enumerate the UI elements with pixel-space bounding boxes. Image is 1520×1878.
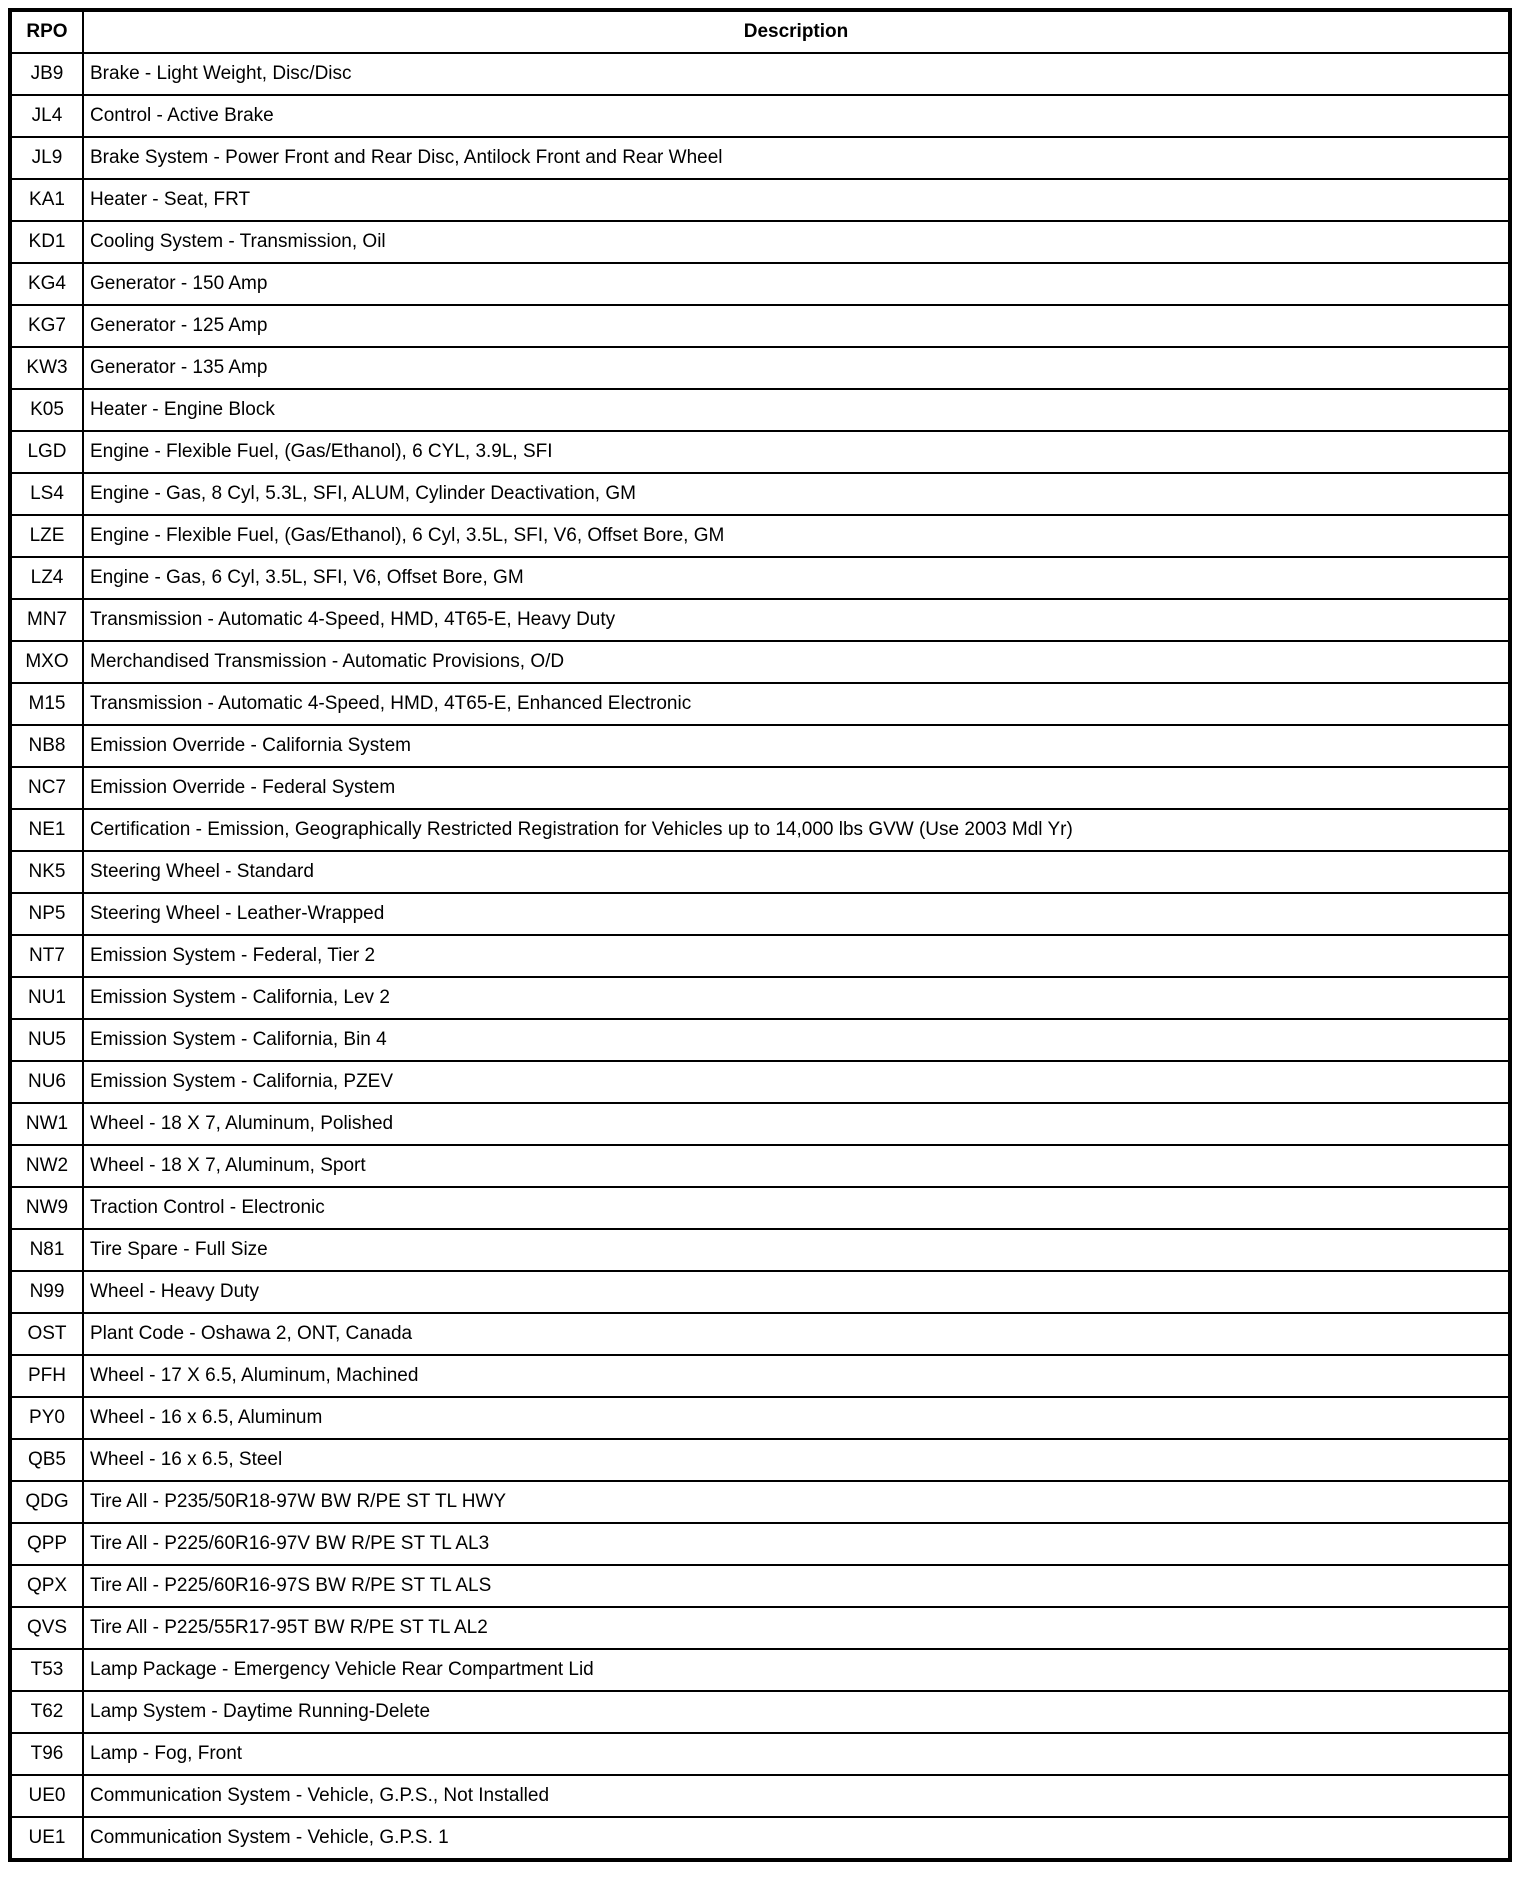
table-row: [10, 977, 1510, 1019]
description-cell: Wheel - 18 X 7, Aluminum, Polished: [83, 1103, 1510, 1145]
rpo-code-cell: QPX: [10, 1565, 83, 1607]
table-row: [10, 1523, 1510, 1565]
description-cell: Tire Spare - Full Size: [83, 1229, 1510, 1271]
description-cell: Lamp System - Daytime Running-Delete: [83, 1691, 1510, 1733]
rpo-code-cell: N81: [10, 1229, 83, 1271]
description-cell: Tire All - P235/50R18-97W BW R/PE ST TL HWY: [83, 1481, 1510, 1523]
table-row: [10, 179, 1510, 221]
table-row: [10, 1061, 1510, 1103]
rpo-code-cell: N99: [10, 1271, 83, 1313]
description-cell: Emission System - Federal, Tier 2: [83, 935, 1510, 977]
description-cell: Tire All - P225/60R16-97S BW R/PE ST TL ALS: [83, 1565, 1510, 1607]
description-cell: Heater - Engine Block: [83, 389, 1510, 431]
description-cell: Wheel - 16 x 6.5, Aluminum: [83, 1397, 1510, 1439]
description-cell: Emission System - California, Bin 4: [83, 1019, 1510, 1061]
rpo-code-cell: T62: [10, 1691, 83, 1733]
description-cell: Wheel - 16 x 6.5, Steel: [83, 1439, 1510, 1481]
description-column-header: Description: [83, 10, 1510, 53]
table-row: [10, 221, 1510, 263]
table-row: [10, 515, 1510, 557]
table-row: [10, 725, 1510, 767]
description-cell: Tire All - P225/55R17-95T BW R/PE ST TL AL2: [83, 1607, 1510, 1649]
table-row: [10, 641, 1510, 683]
rpo-code-cell: LZE: [10, 515, 83, 557]
table-row: [10, 137, 1510, 179]
table-row: [10, 1439, 1510, 1481]
description-cell: Emission Override - California System: [83, 725, 1510, 767]
description-cell: Wheel - 18 X 7, Aluminum, Sport: [83, 1145, 1510, 1187]
table-row: [10, 599, 1510, 641]
rpo-code-cell: NB8: [10, 725, 83, 767]
description-cell: Plant Code - Oshawa 2, ONT, Canada: [83, 1313, 1510, 1355]
table-row: [10, 1019, 1510, 1061]
table-row: [10, 557, 1510, 599]
rpo-code-cell: NW9: [10, 1187, 83, 1229]
rpo-code-cell: UE1: [10, 1817, 83, 1860]
table-row: [10, 53, 1510, 95]
rpo-code-cell: K05: [10, 389, 83, 431]
table-row: [10, 1271, 1510, 1313]
rpo-code-cell: LZ4: [10, 557, 83, 599]
rpo-code-cell: JL9: [10, 137, 83, 179]
table-row: [10, 1607, 1510, 1649]
description-cell: Control - Active Brake: [83, 95, 1510, 137]
rpo-code-cell: KG4: [10, 263, 83, 305]
rpo-code-cell: JL4: [10, 95, 83, 137]
rpo-code-cell: QPP: [10, 1523, 83, 1565]
description-cell: Steering Wheel - Leather-Wrapped: [83, 893, 1510, 935]
description-cell: Heater - Seat, FRT: [83, 179, 1510, 221]
description-cell: Communication System - Vehicle, G.P.S. 1: [83, 1817, 1510, 1860]
rpo-code-cell: T96: [10, 1733, 83, 1775]
table-row: [10, 1775, 1510, 1817]
rpo-code-cell: KA1: [10, 179, 83, 221]
rpo-code-cell: KW3: [10, 347, 83, 389]
table-row: [10, 305, 1510, 347]
rpo-code-cell: MN7: [10, 599, 83, 641]
description-cell: Steering Wheel - Standard: [83, 851, 1510, 893]
table-row: [10, 935, 1510, 977]
rpo-code-cell: NP5: [10, 893, 83, 935]
table-row: [10, 809, 1510, 851]
rpo-code-cell: NC7: [10, 767, 83, 809]
table-row: [10, 1229, 1510, 1271]
rpo-code-table: [8, 8, 1512, 1862]
rpo-code-cell: QDG: [10, 1481, 83, 1523]
description-cell: Engine - Gas, 8 Cyl, 5.3L, SFI, ALUM, Cylinder Deactivation, GM: [83, 473, 1510, 515]
description-cell: Brake - Light Weight, Disc/Disc: [83, 53, 1510, 95]
rpo-code-cell: T53: [10, 1649, 83, 1691]
rpo-code-cell: NU5: [10, 1019, 83, 1061]
description-cell: Transmission - Automatic 4-Speed, HMD, 4T65-E, Heavy Duty: [83, 599, 1510, 641]
rpo-column-header: RPO: [10, 10, 83, 53]
table-row: [10, 347, 1510, 389]
rpo-table-header: [10, 10, 1510, 53]
rpo-code-cell: PFH: [10, 1355, 83, 1397]
description-cell: Wheel - Heavy Duty: [83, 1271, 1510, 1313]
table-row: [10, 1565, 1510, 1607]
rpo-code-cell: NW1: [10, 1103, 83, 1145]
table-row: [10, 1733, 1510, 1775]
table-row: [10, 1145, 1510, 1187]
rpo-code-cell: KG7: [10, 305, 83, 347]
rpo-code-cell: UE0: [10, 1775, 83, 1817]
table-row: [10, 1481, 1510, 1523]
description-cell: Engine - Flexible Fuel, (Gas/Ethanol), 6 CYL, 3.9L, SFI: [83, 431, 1510, 473]
description-cell: Emission Override - Federal System: [83, 767, 1510, 809]
header-row: [10, 10, 1510, 53]
description-cell: Generator - 135 Amp: [83, 347, 1510, 389]
description-cell: Engine - Flexible Fuel, (Gas/Ethanol), 6 Cyl, 3.5L, SFI, V6, Offset Bore, GM: [83, 515, 1510, 557]
description-cell: Brake System - Power Front and Rear Disc, Antilock Front and Rear Wheel: [83, 137, 1510, 179]
table-row: [10, 473, 1510, 515]
rpo-code-cell: M15: [10, 683, 83, 725]
description-cell: Communication System - Vehicle, G.P.S., Not Installed: [83, 1775, 1510, 1817]
rpo-code-cell: LS4: [10, 473, 83, 515]
table-row: [10, 1691, 1510, 1733]
rpo-code-cell: KD1: [10, 221, 83, 263]
description-cell: Lamp Package - Emergency Vehicle Rear Compartment Lid: [83, 1649, 1510, 1691]
rpo-table-body: [10, 53, 1510, 1860]
rpo-code-cell: NU6: [10, 1061, 83, 1103]
rpo-code-cell: QB5: [10, 1439, 83, 1481]
table-row: [10, 1397, 1510, 1439]
description-cell: Emission System - California, PZEV: [83, 1061, 1510, 1103]
rpo-code-cell: MXO: [10, 641, 83, 683]
table-row: [10, 95, 1510, 137]
description-cell: Lamp - Fog, Front: [83, 1733, 1510, 1775]
rpo-code-cell: LGD: [10, 431, 83, 473]
table-row: [10, 1355, 1510, 1397]
description-cell: Merchandised Transmission - Automatic Provisions, O/D: [83, 641, 1510, 683]
table-row: [10, 1103, 1510, 1145]
table-row: [10, 263, 1510, 305]
rpo-code-cell: NE1: [10, 809, 83, 851]
rpo-code-cell: PY0: [10, 1397, 83, 1439]
description-cell: Wheel - 17 X 6.5, Aluminum, Machined: [83, 1355, 1510, 1397]
description-cell: Tire All - P225/60R16-97V BW R/PE ST TL AL3: [83, 1523, 1510, 1565]
table-row: [10, 431, 1510, 473]
rpo-code-cell: NT7: [10, 935, 83, 977]
rpo-code-cell: NK5: [10, 851, 83, 893]
table-row: [10, 1187, 1510, 1229]
rpo-code-cell: QVS: [10, 1607, 83, 1649]
description-cell: Certification - Emission, Geographically Restricted Registration for Vehicles up to 14,000 lbs GVW (Use 2003 Mdl Yr): [83, 809, 1510, 851]
rpo-code-cell: OST: [10, 1313, 83, 1355]
description-cell: Generator - 125 Amp: [83, 305, 1510, 347]
table-row: [10, 1649, 1510, 1691]
description-cell: Traction Control - Electronic: [83, 1187, 1510, 1229]
rpo-code-cell: JB9: [10, 53, 83, 95]
description-cell: Emission System - California, Lev 2: [83, 977, 1510, 1019]
table-row: [10, 767, 1510, 809]
rpo-code-cell: NU1: [10, 977, 83, 1019]
table-row: [10, 1313, 1510, 1355]
table-row: [10, 1817, 1510, 1860]
description-cell: Engine - Gas, 6 Cyl, 3.5L, SFI, V6, Offset Bore, GM: [83, 557, 1510, 599]
description-cell: Cooling System - Transmission, Oil: [83, 221, 1510, 263]
description-cell: Generator - 150 Amp: [83, 263, 1510, 305]
rpo-code-cell: NW2: [10, 1145, 83, 1187]
table-row: [10, 389, 1510, 431]
description-cell: Transmission - Automatic 4-Speed, HMD, 4T65-E, Enhanced Electronic: [83, 683, 1510, 725]
table-row: [10, 851, 1510, 893]
table-row: [10, 683, 1510, 725]
table-row: [10, 893, 1510, 935]
